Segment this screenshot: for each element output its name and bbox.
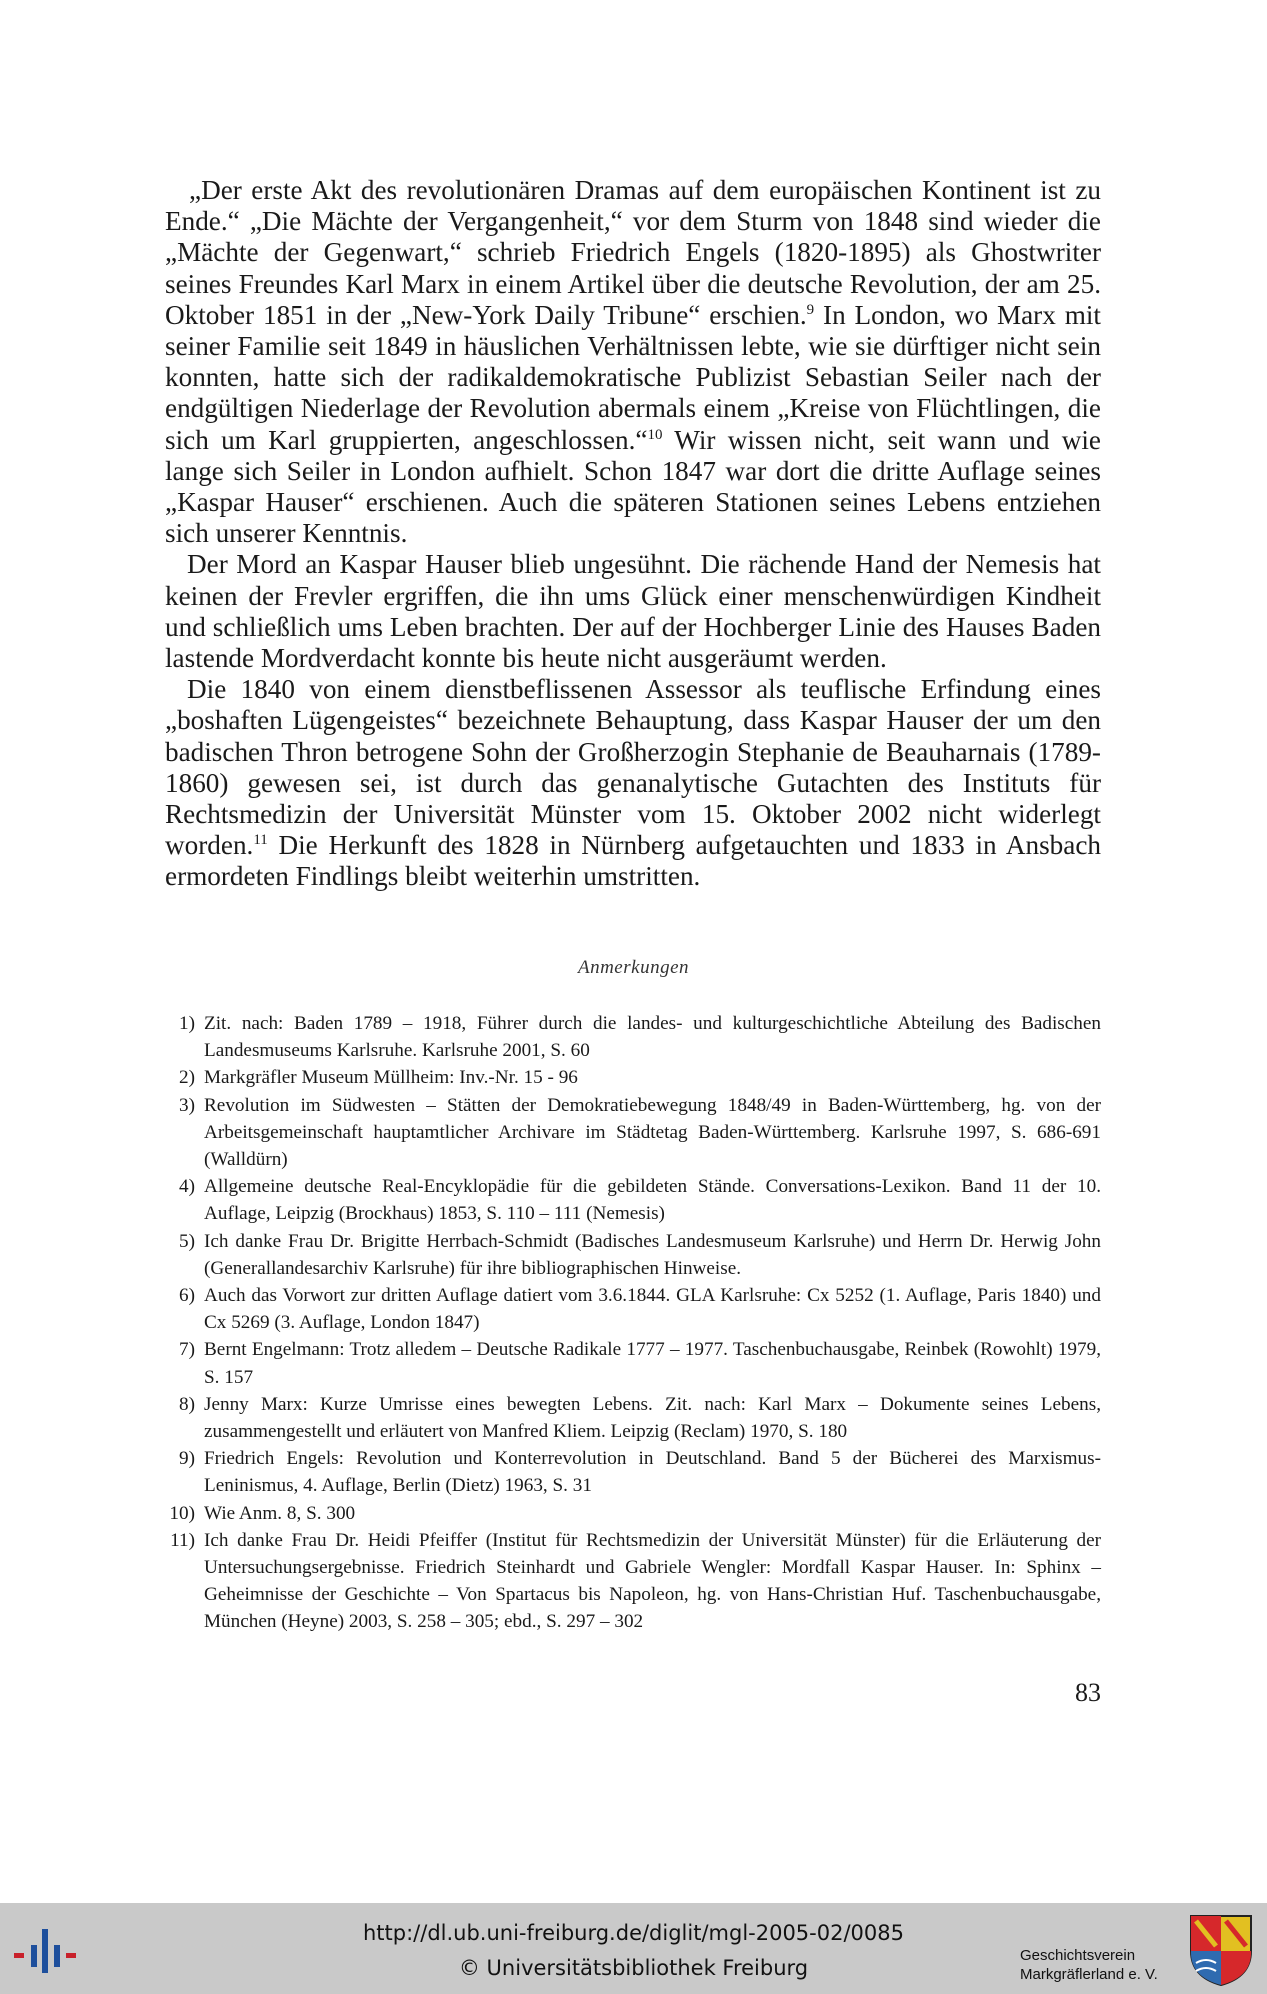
paragraph: Die 1840 von einem dienstbeflissenen Assessor als teuflische Erfindung eines „boshaften Lügengeistes“ bezeichnete Behauptung, dass Kaspar Hauser der um den badischen Thron betrogene Sohn der Großherzogin Stephanie de Beauharnais (1789-1860) gewesen sei, ist durch das genanalytische Gutachten des Instituts für Rechtsmedizin der Universität Münster vom 15. Oktober 2002 nicht widerlegt worden.$^{11}$ Die Herkunft des 1828 in Nürnberg aufgetauchten und 1833 in Ansbach ermordeten Findlings bleibt weiterhin umstritten. bbox=[165, 674, 1101, 892]
body-text bbox=[165, 175, 1101, 893]
document-url-link[interactable]: http://dl.ub.uni-freiburg.de/diglit/mgl-2005-02/0085 bbox=[362, 1921, 904, 1945]
note-item bbox=[165, 1336, 1101, 1390]
notes-list bbox=[165, 1010, 1101, 1636]
note-item bbox=[165, 1228, 1101, 1282]
note-number: 5) bbox=[179, 1230, 195, 1252]
note-number: 9) bbox=[179, 1448, 195, 1470]
note-item bbox=[165, 1527, 1101, 1636]
note-item bbox=[165, 1010, 1101, 1064]
note-number: 1) bbox=[179, 1013, 195, 1034]
note-text: Bernt Engelmann: Trotz alledem – Deutsche Radikale 1777 – 1977. Taschenbuchausgabe, Reinbek (Rowohlt) 1979, S. 157 bbox=[204, 1339, 1101, 1388]
society-line: Geschichtsverein bbox=[1020, 1947, 1136, 1964]
footnote-ref[interactable]: 11 bbox=[253, 832, 268, 849]
note-number: 6) bbox=[179, 1285, 195, 1307]
society-name bbox=[1020, 1946, 1190, 1984]
note-item bbox=[165, 1282, 1101, 1336]
notes-heading: Anmerkungen bbox=[577, 957, 690, 978]
page-number: 83 bbox=[1075, 1678, 1101, 1707]
note-item bbox=[165, 1092, 1101, 1174]
note-item bbox=[165, 1064, 1101, 1091]
copyright-text: © Universitätsbibliothek Freiburg bbox=[458, 1956, 809, 1980]
note-item bbox=[165, 1445, 1101, 1499]
note-text: Allgemeine deutsche Real-Encyklopädie für die gebildeten Stände. Conversations-Lexikon. Band 11 der 10. Auflage, Leipzig (Brockhaus) 1853, S. 110 – 111 (Nemesis) bbox=[204, 1176, 1101, 1225]
note-text: Markgräfler Museum Müllheim: Inv.-Nr. 15 - 96 bbox=[204, 1067, 578, 1089]
note-text: Zit. nach: Baden 1789 – 1918, Führer durch die landes- und kulturgeschichtliche Abteilung des Badischen Landesmuseums Karlsruhe. Karlsruhe 2001, S. 60 bbox=[204, 1013, 1101, 1062]
note-number: 8) bbox=[179, 1393, 195, 1415]
note-text: Friedrich Engels: Revolution und Konterrevolution in Deutschland. Band 5 der Bücherei des Marxismus-Leninismus, 4. Auflage, Berlin (Dietz) 1963, S. 31 bbox=[204, 1448, 1101, 1497]
note-item bbox=[165, 1500, 1101, 1527]
note-item bbox=[165, 1391, 1101, 1445]
note-number: 3) bbox=[179, 1094, 195, 1116]
note-text: Wie Anm. 8, S. 300 bbox=[204, 1502, 356, 1524]
note-text: Ich danke Frau Dr. Heidi Pfeiffer (Institut für Rechtsmedizin der Universität Münster) für die Erläuterung der Untersuchungsergebnisse. Friedrich Steinhardt und Gabriele Wengler: Mordfall Kaspar Hauser. In: Sphinx – Geheimnisse der Geschichte – Von Spartacus bis Napoleon, hg. von Hans-Christian Huf. Taschenbuchausgabe, München (Heyne) 2003, S. 258 – 305; ebd., S. 297 – 302 bbox=[204, 1529, 1101, 1633]
footer-bar bbox=[0, 1903, 1267, 1994]
note-number: 2) bbox=[179, 1067, 195, 1089]
note-text: Ich danke Frau Dr. Brigitte Herrbach-Schmidt (Badisches Landesmuseum Karlsruhe) und Herrn Dr. Herwig John (Generallandesarchiv Karlsruhe) für ihre bibliographischen Hinweise. bbox=[204, 1230, 1101, 1279]
note-number: 4) bbox=[179, 1176, 195, 1198]
coat-of-arms-icon bbox=[1188, 1913, 1254, 1987]
note-number: 10) bbox=[169, 1502, 195, 1524]
paragraph: „Der erste Akt des revolutionären Dramas auf dem europäischen Kontinent ist zu Ende.“ „Die Mächte der Vergangenheit,“ vor dem Sturm von 1848 sind wieder die „Mächte der Gegenwart,“ schrieb Friedrich Engels (1820-1895) als Ghostwriter seines Freundes Karl Marx in einem Artikel über die deutsche Revolution, der am 25. Oktober 1851 in der „New-York Daily Tribune“ erschien.$^9$ In London, wo Marx mit seiner Familie seit 1849 in häuslichen Verhältnissen lebte, wie sie dürftiger nicht sein konnten, hatte sich der radikaldemokratische Publizist Sebastian Seiler nach der endgültigen Niederlage der Revolution abermals einem „Kreise von Flüchtlingen, die sich um Karl gruppierten, angeschlossen.“$^{10}$ Wir wissen nicht, seit wann und wie lange sich Seiler in London aufhielt. Schon 1847 war dort die dritte Auflage seines „Kaspar Hauser“ erschienen. Auch die späteren Stationen seines Lebens entziehen sich unserer Kenntnis. bbox=[165, 175, 1101, 549]
note-text: Auch das Vorwort zur dritten Auflage datiert vom 3.6.1844. GLA Karlsruhe: Cx 5252 (1. Auflage, Paris 1840) und Cx 5269 (3. Auflage, London 1847) bbox=[204, 1285, 1101, 1334]
note-text: Jenny Marx: Kurze Umrisse eines bewegten Lebens. Zit. nach: Karl Marx – Dokumente seines Lebens, zusammengestellt und erläutert von Manfred Kliem. Leipzig (Reclam) 1970, S. 180 bbox=[204, 1393, 1101, 1443]
paragraph: Der Mord an Kaspar Hauser blieb ungesühnt. Die rächende Hand der Nemesis hat keinen der Frevler ergriffen, die ihn ums Glück einer menschenwürdigen Kindheit und schließlich ums Leben brachten. Der auf der Hochberger Linie des Hauses Baden lastende Mordverdacht konnte bis heute nicht ausgeräumt werden. bbox=[165, 549, 1101, 674]
note-item bbox=[165, 1173, 1101, 1227]
note-number: 7) bbox=[179, 1339, 195, 1361]
footnote-ref[interactable]: 10 bbox=[647, 426, 663, 443]
note-text: Revolution im Südwesten – Stätten der Demokratiebewegung 1848/49 in Baden-Württemberg, hg. von der Arbeitsgemeinschaft hauptamtlicher Archivare im Städtetag Baden-Württemberg. Karlsruhe 1997, S. 686-691 (Walldürn) bbox=[204, 1094, 1101, 1171]
society-line: Markgräflerland e. V. bbox=[1020, 1966, 1158, 1983]
note-number: 11) bbox=[170, 1529, 195, 1551]
footnote-ref[interactable]: 9 bbox=[806, 301, 815, 318]
